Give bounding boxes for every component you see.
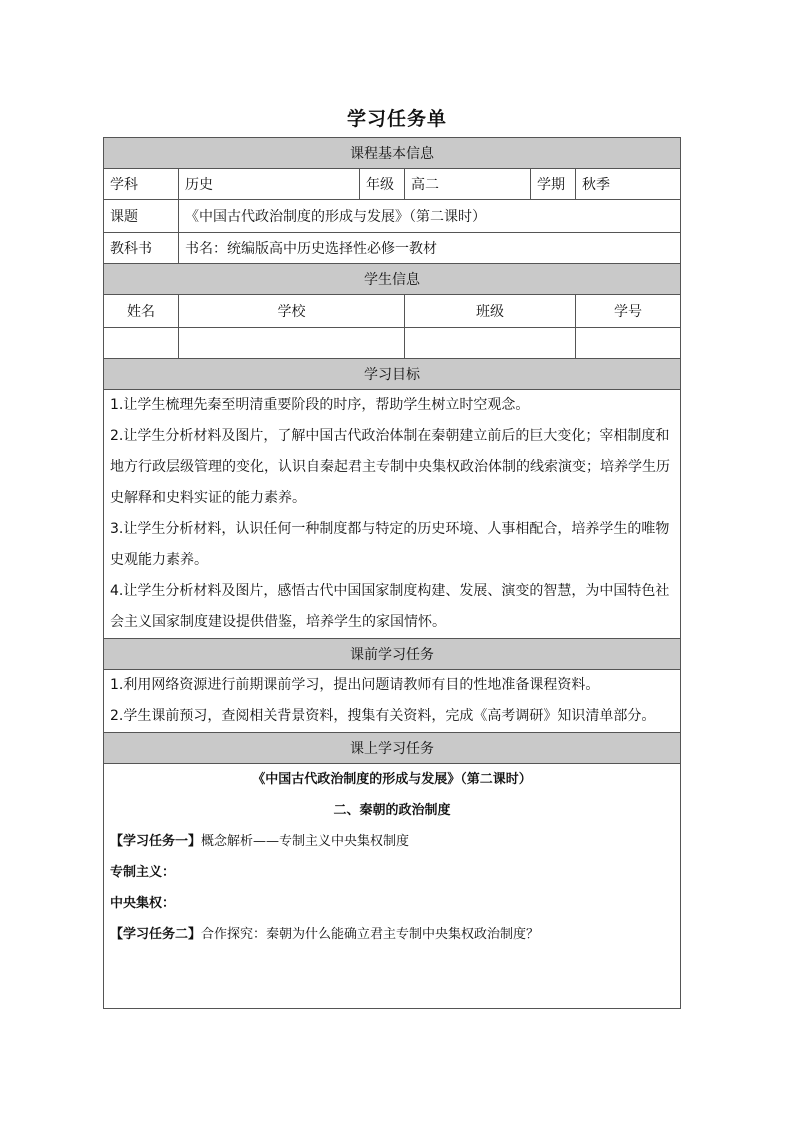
subject-value: 历史 bbox=[179, 169, 360, 200]
task-two-tag: 【学习任务二】 bbox=[110, 927, 202, 942]
task-two bbox=[110, 919, 674, 950]
topic-label: 课题 bbox=[104, 200, 179, 233]
goal-item: 2.让学生分析材料及图片，了解中国古代政治体制在秦朝建立前后的巨大变化；宰相制度和地方行政层级管理的变化，认识自秦起君主专制中央集权政治体制的线索演变；培养学生历史解释和史料实证的能力素养。 bbox=[110, 428, 670, 506]
class-tasks-content bbox=[104, 764, 681, 1009]
task-sheet-table bbox=[103, 137, 681, 1009]
student-id-header: 学号 bbox=[576, 295, 681, 328]
lesson-title: 《中国古代政治制度的形成与发展》（第二课时） bbox=[252, 772, 532, 787]
task-two-text: 合作探究：秦朝为什么能确立君主专制中央集权政治制度？ bbox=[201, 927, 540, 942]
student-school-header: 学校 bbox=[179, 295, 405, 328]
task-one-text: 概念解析——专制主义中央集权制度 bbox=[201, 834, 410, 849]
term-despotism: 专制主义： bbox=[110, 865, 176, 880]
textbook-value: 书名：统编版高中历史选择性必修一教材 bbox=[179, 233, 681, 264]
student-id-field[interactable] bbox=[576, 328, 681, 359]
section-header-basic: 课程基本信息 bbox=[104, 138, 681, 169]
pre-tasks-content bbox=[104, 670, 681, 733]
topic-value: 《中国古代政治制度的形成与发展》（第二课时） bbox=[179, 200, 681, 233]
page-title: 学习任务单 bbox=[346, 108, 447, 130]
section-header-goals: 学习目标 bbox=[104, 359, 681, 390]
term-label: 学期 bbox=[531, 169, 576, 200]
goal-item: 4.让学生分析材料及图片，感悟古代中国国家制度构建、发展、演变的智慧，为中国特色社会主义国家制度建设提供借鉴，培养学生的家国情怀。 bbox=[110, 583, 670, 630]
student-class-header: 班级 bbox=[405, 295, 576, 328]
goal-item: 3.让学生分析材料，认识任何一种制度都与特定的历史环境、人事相配合，培养学生的唯物史观能力素养。 bbox=[110, 521, 670, 568]
section-header-pre-tasks: 课前学习任务 bbox=[104, 639, 681, 670]
subject-label: 学科 bbox=[104, 169, 179, 200]
student-school-field[interactable] bbox=[179, 328, 405, 359]
task-one-tag: 【学习任务一】 bbox=[110, 834, 202, 849]
pre-task-item: 2.学生课前预习，查阅相关背景资料，搜集有关资料，完成《高考调研》知识清单部分。 bbox=[110, 708, 656, 724]
goals-content bbox=[104, 390, 681, 639]
grade-value: 高二 bbox=[405, 169, 531, 200]
goal-item: 1.让学生梳理先秦至明清重要阶段的时序，帮助学生树立时空观念。 bbox=[110, 397, 530, 413]
student-name-header: 姓名 bbox=[104, 295, 179, 328]
section-header-class-tasks: 课上学习任务 bbox=[104, 733, 681, 764]
task-one bbox=[110, 826, 674, 857]
lesson-section: 二、秦朝的政治制度 bbox=[333, 803, 451, 818]
textbook-label: 教科书 bbox=[104, 233, 179, 264]
student-name-field[interactable] bbox=[104, 328, 179, 359]
section-header-student: 学生信息 bbox=[104, 264, 681, 295]
term-centralization: 中央集权： bbox=[110, 896, 176, 911]
pre-task-item: 1.利用网络资源进行前期课前学习，提出问题请教师有目的性地准备课程资料。 bbox=[110, 677, 600, 693]
grade-label: 年级 bbox=[360, 169, 405, 200]
student-class-field[interactable] bbox=[405, 328, 576, 359]
term-value: 秋季 bbox=[576, 169, 681, 200]
